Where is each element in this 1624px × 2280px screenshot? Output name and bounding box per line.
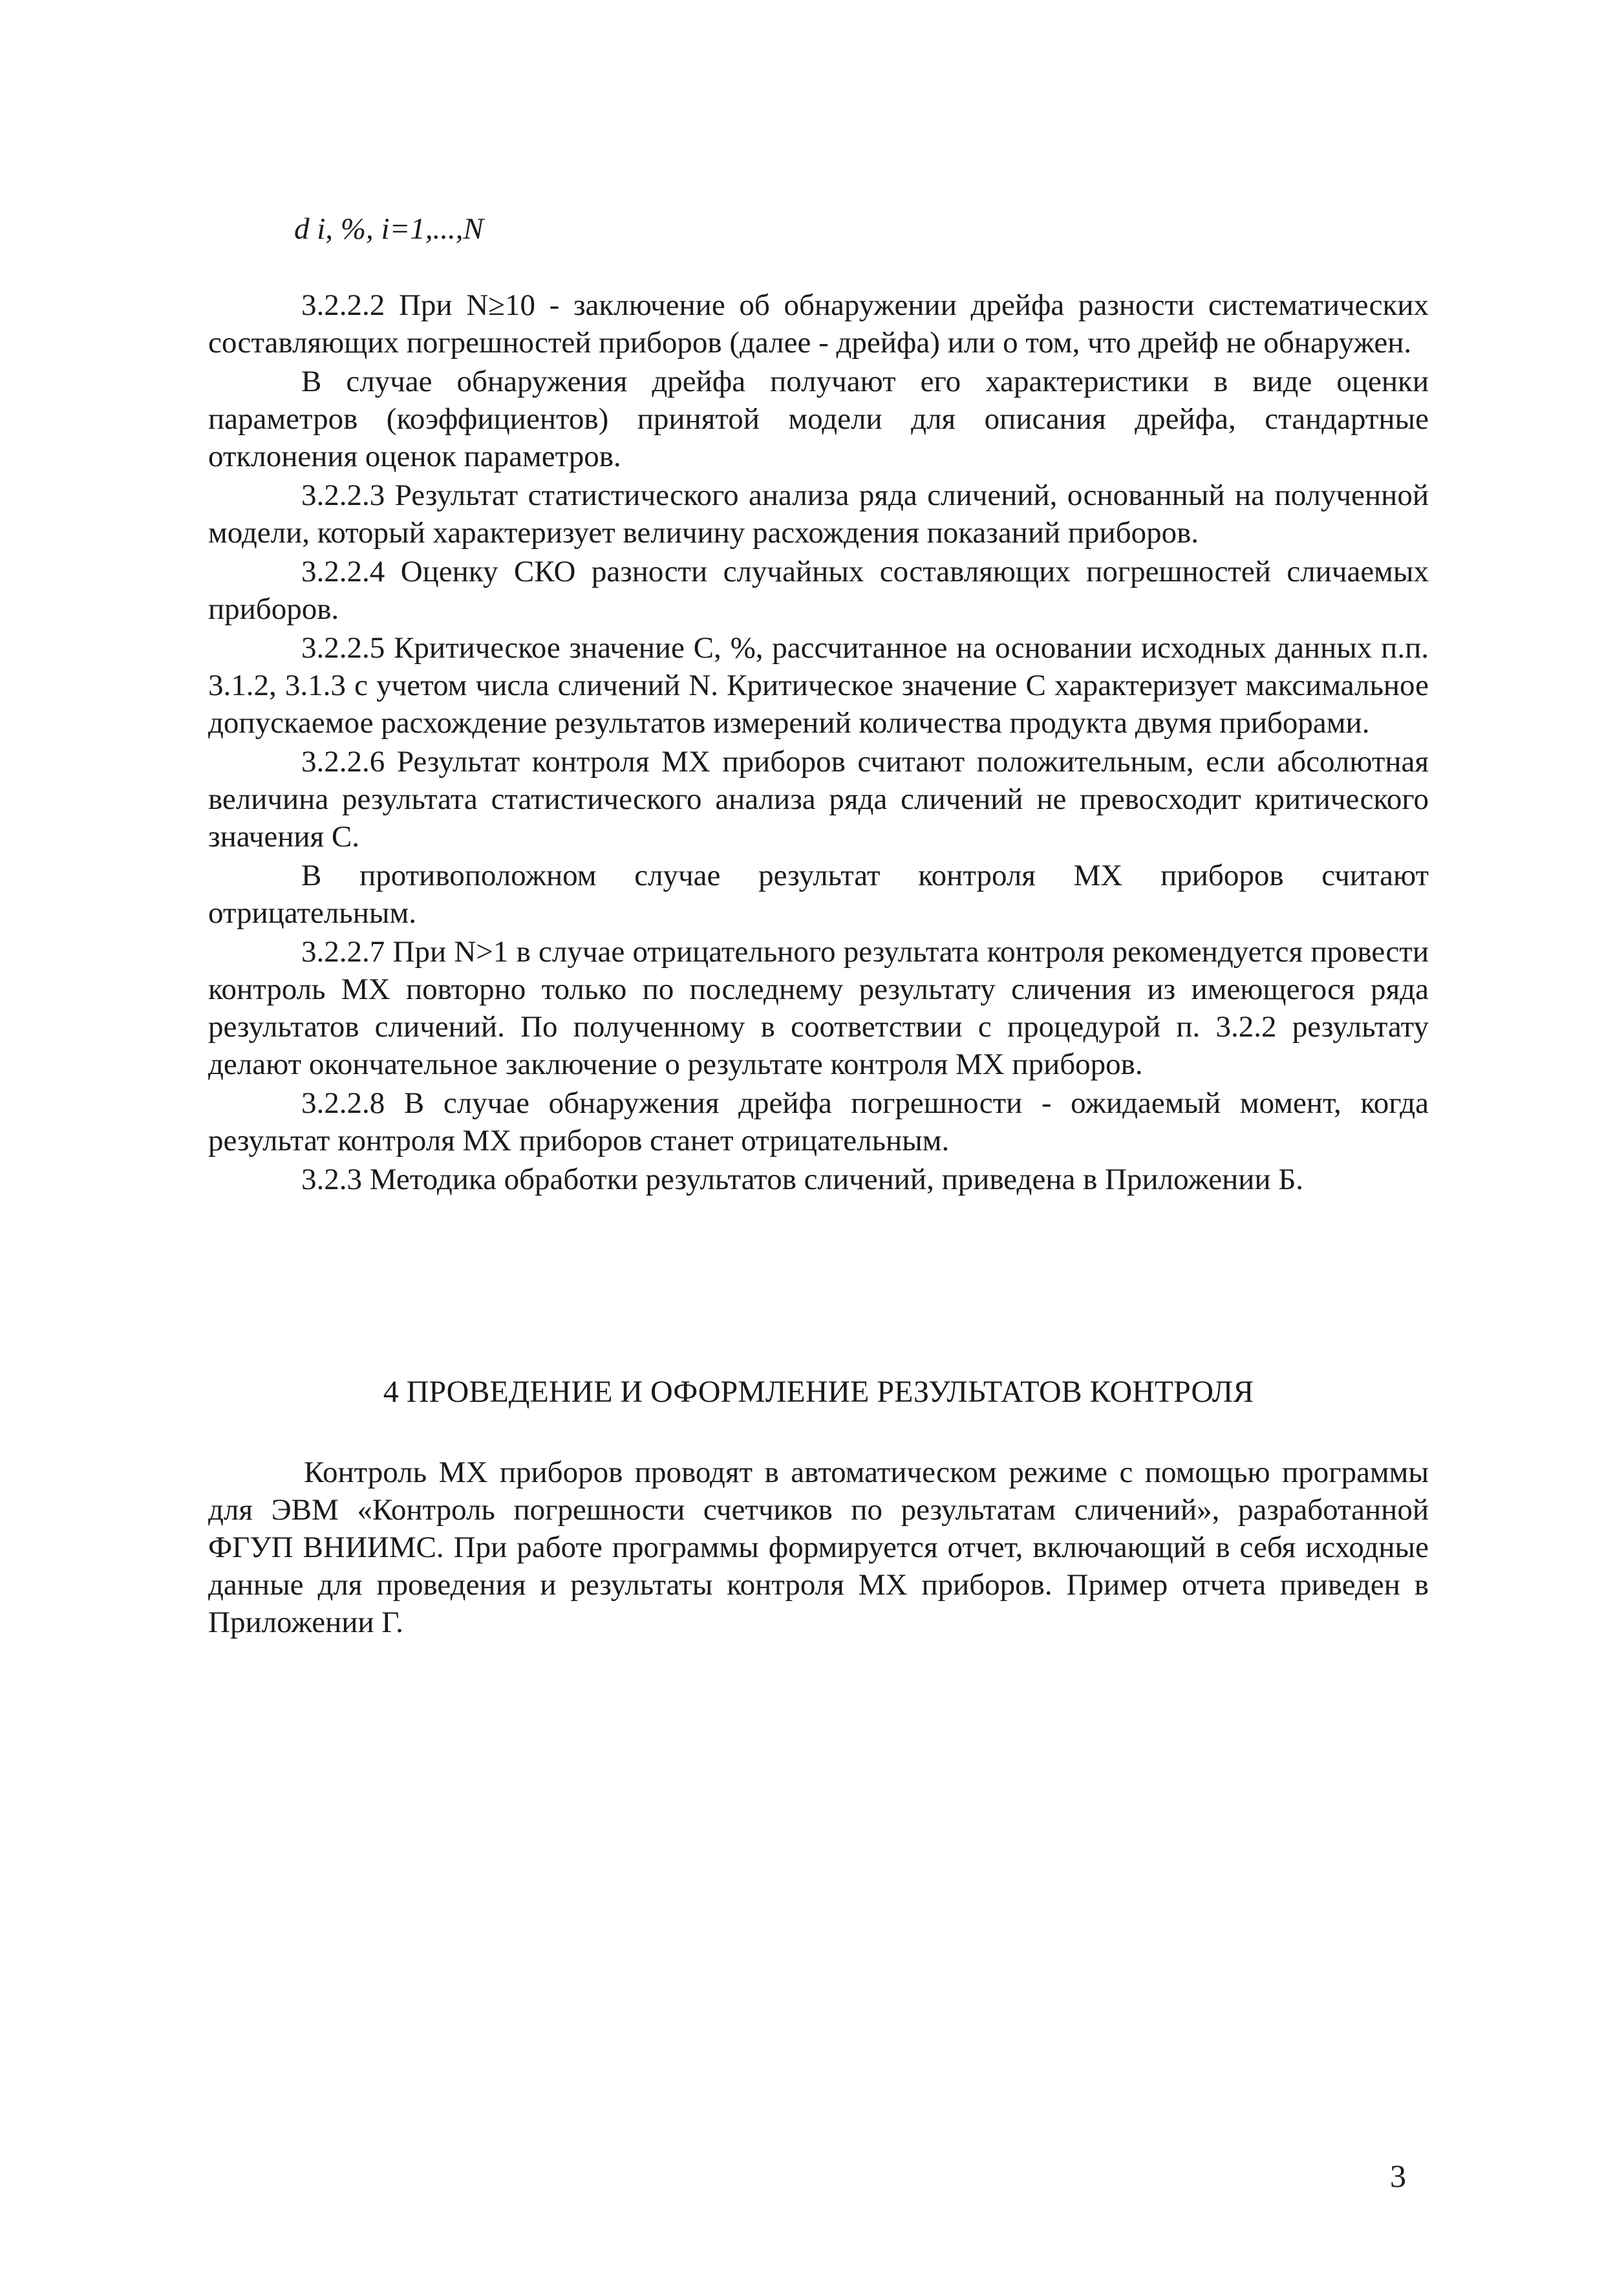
formula-line: d i, %, i=1,...,N bbox=[294, 212, 484, 246]
paragraph-3-2-3: 3.2.3 Методика обработки результатов сличений, приведена в Приложении Б. bbox=[301, 1163, 1304, 1196]
paragraph-3-2-2-8: 3.2.2.8 В случае обнаружения дрейфа погрешности - ожидаемый момент, когда результат контроля МХ приборов станет отрицательным. bbox=[208, 1086, 1429, 1157]
paragraph-3-2-2-2: 3.2.2.2 При N≥10 - заключение об обнаружении дрейфа разности систематических составляющих погрешностей приборов (далее - дрейфа) или о том, что дрейф не обнаружен. bbox=[208, 288, 1429, 360]
paragraph-3-2-2-3: 3.2.2.3 Результат статистического анализа ряда сличений, основанный на полученной модели, который характеризует величину расхождения показаний приборов. bbox=[208, 479, 1429, 550]
paragraph-3-2-2-4: 3.2.2.4 Оценку СКО разности случайных составляющих погрешностей сличаемых приборов. bbox=[208, 555, 1429, 626]
paragraph-3-2-2-5: 3.2.2.5 Критическое значение C, %, рассчитанное на основании исходных данных п.п. 3.1.2, 3.1.3 с учетом числа сличений N. Критическое значение C характеризует максимальное допускаемое расхождение результатов измерений количества продукта двумя приборами. bbox=[208, 631, 1429, 740]
section-paragraph: Контроль МХ приборов проводят в автоматическом режиме с помощью программы для ЭВМ «Контроль погрешности счетчиков по результатам сличений», разработанной ФГУП ВНИИМС. При работе программы формируется отчет, включающий в себя исходные данные для проведения и результаты контроля МХ приборов. Пример отчета приведен в Приложении Г. bbox=[208, 1456, 1429, 1639]
body-text bbox=[208, 286, 1429, 1198]
page-number: 3 bbox=[1390, 2158, 1406, 2194]
section-heading: 4 ПРОВЕДЕНИЕ И ОФОРМЛЕНИЕ РЕЗУЛЬТАТОВ КОНТРОЛЯ bbox=[383, 1375, 1254, 1409]
paragraph-drift-characteristics: В случае обнаружения дрейфа получают его характеристики в виде оценки параметров (коэффициентов) принятой модели для описания дрейфа, стандартные отклонения оценок параметров. bbox=[208, 365, 1429, 473]
section-body bbox=[208, 1454, 1429, 1641]
paragraph-negative-result: В противоположном случае результат контроля МХ приборов считают отрицательным. bbox=[208, 859, 1429, 930]
paragraph-3-2-2-6: 3.2.2.6 Результат контроля МХ приборов считают положительным, если абсолютная величина результата статистического анализа ряда сличений не превосходит критического значения С. bbox=[208, 745, 1429, 854]
paragraph-3-2-2-7: 3.2.2.7 При N>1 в случае отрицательного результата контроля рекомендуется провести контроль МХ повторно только по последнему результату сличения из имеющегося ряда результатов сличений. По полученному в соответствии с процедурой п. 3.2.2 результату делают окончательное заключение о результате контроля МХ приборов. bbox=[208, 935, 1429, 1081]
